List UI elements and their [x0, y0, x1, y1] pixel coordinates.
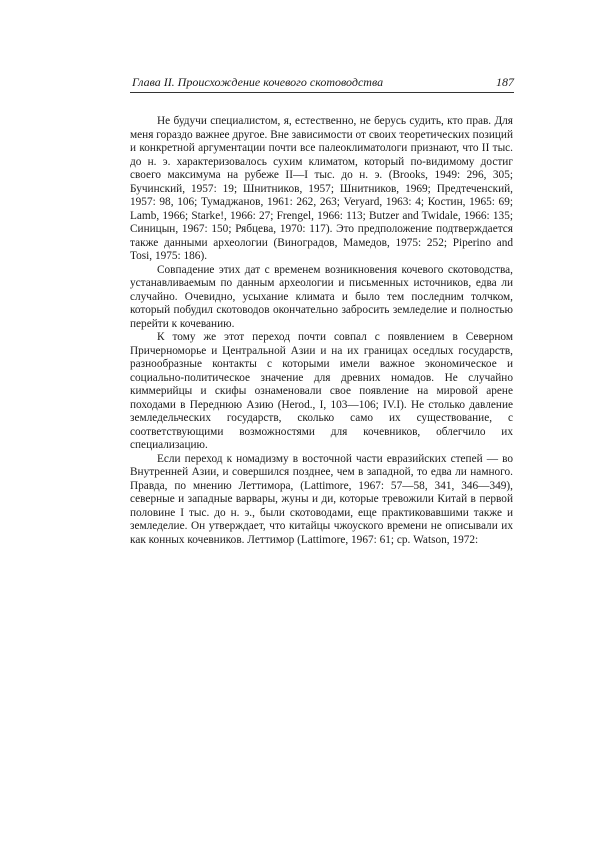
- running-head: [130, 75, 514, 93]
- paragraph-2: Совпадение этих дат с временем возникновения кочевого скотоводства, устанавливаемым по данным археологии и письменных источников, едва ли случайно. Очевидно, усыхание климата и было тем последним толчком, который побудил скотоводов окончательно забросить земледелие и полностью перейти к кочеванию.: [130, 263, 513, 330]
- page-number: 187: [496, 75, 514, 89]
- paragraph-4: Если переход к номадизму в восточной части евразийских степей — во Внутренней Азии, и совершился позднее, чем в западной, то едва ли намного. Правда, по мнению Леттимора, (Lattimore, 1967: 57—58, 341, 346—349), северные и западные варвары, жуны и ди, которые тревожили Китай в первой половине I тыс. до н. э., были скотоводами, еще практиковавшими также и земледелие. Он утверждает, что китайцы чжоуского времени не описывали их как конных кочевников. Леттимор (Lattimore, 1967: 61; ср. Watson, 1972:: [130, 452, 513, 546]
- paragraph-1: Не будучи специалистом, я, естественно, не берусь судить, кто прав. Для меня гораздо важнее другое. Вне зависимости от своих теоретических позиций и конкретной аргументации почти все палеоклиматологи признают, что II тыс. до н. э. характеризовалось сухим климатом, который по-видимому достиг своего максимума на рубеже II—I тыс. до н. э. (Brooks, 1949: 296, 305; Бучинский, 1957: 19; Шнитников, 1957; Шнитников, 1969; Предтеченский, 1957: 98, 106; Тумаджанов, 1961: 262, 263; Veryard, 1963: 4; Костин, 1965: 69; Lamb, 1966; Starke!, 1966: 27; Frengel, 1966: 113; Butzer and Twidale, 1966: 135; Синицын, 1967: 150; Рябцева, 1970: 117). Это предположение подтверждается также данными археологии (Виноградов, Мамедов, 1975: 252; Piperino and Tosi, 1975: 186).: [130, 115, 513, 262]
- body-text: [130, 115, 513, 547]
- chapter-title: Глава II. Происхождение кочевого скотоводства: [132, 75, 384, 89]
- paragraph-3: К тому же этот переход почти совпал с появлением в Северном Причерноморье и Центральной Азии и на их границах оседлых государств, разнообразные контакты с которыми имели важное экономическое и социально-политическое значение для древних номадов. Не случайно киммерийцы и скифы ознаменовали свое появление на мировой арене походами в Переднюю Азию (Herod., I, 103—106; IV.I). Не столько давление земледельческих государств, сколько само их существование, с соответствующими возможностями для кочевников, облегчило их специализацию.: [130, 331, 513, 451]
